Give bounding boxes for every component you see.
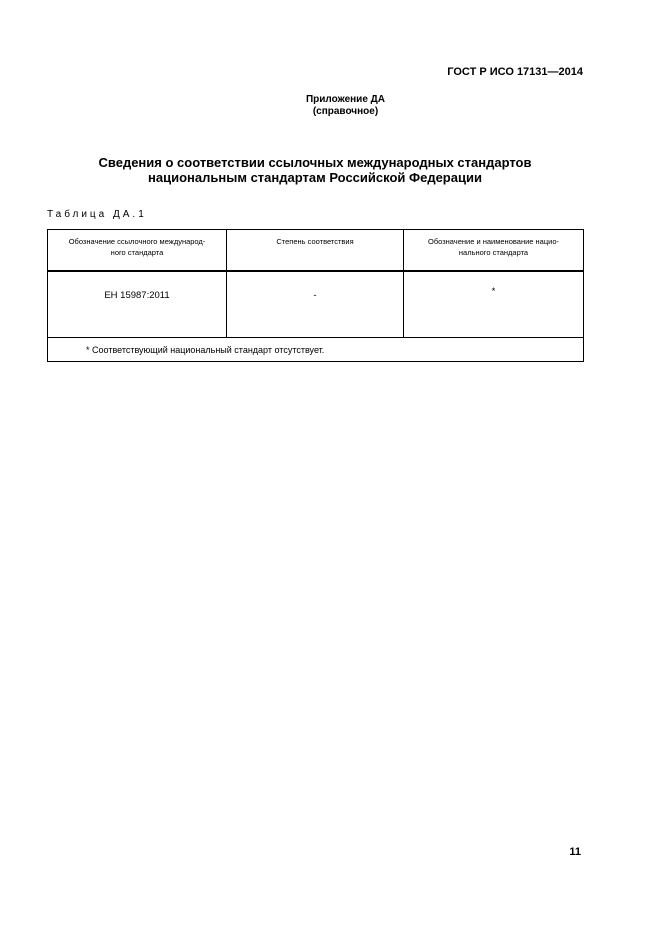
document-title (60, 155, 570, 185)
cell-reference: ЕН 15987:2011 (48, 271, 227, 338)
annex-heading (0, 94, 661, 118)
table-caption: Таблица ДА.1 (47, 209, 147, 220)
header-degree (227, 230, 404, 272)
standard-code: ГОСТ Р ИСО 17131—2014 (447, 66, 583, 78)
document-title-line1: Сведения о соответствии ссылочных международных стандартов (98, 155, 532, 170)
table-footnote: * Соответствующий национальный стандарт отсутствует. (48, 338, 584, 362)
header-reference-line2: ного стандарта (110, 248, 164, 257)
annex-type: (справочное) (312, 106, 379, 117)
cell-national: * (404, 271, 584, 338)
table-header-row (48, 230, 584, 272)
correspondence-table (47, 229, 584, 362)
document-title-line2: национальным стандартам Российской Федерации (148, 170, 482, 185)
page-number: 11 (569, 846, 581, 858)
header-reference-standard (48, 230, 227, 272)
annex-title: Приложение ДА (305, 94, 386, 105)
cell-degree: - (227, 271, 404, 338)
header-national-line2: нального стандарта (458, 248, 529, 257)
header-degree-line1: Степень соответствия (276, 237, 354, 246)
header-reference-line1: Обозначение ссылочного международ- (68, 237, 206, 246)
header-national-line1: Обозначение и наименование нацио- (427, 237, 559, 246)
table-footnote-row (48, 338, 584, 362)
table-row (48, 271, 584, 338)
header-national-standard (404, 230, 584, 272)
